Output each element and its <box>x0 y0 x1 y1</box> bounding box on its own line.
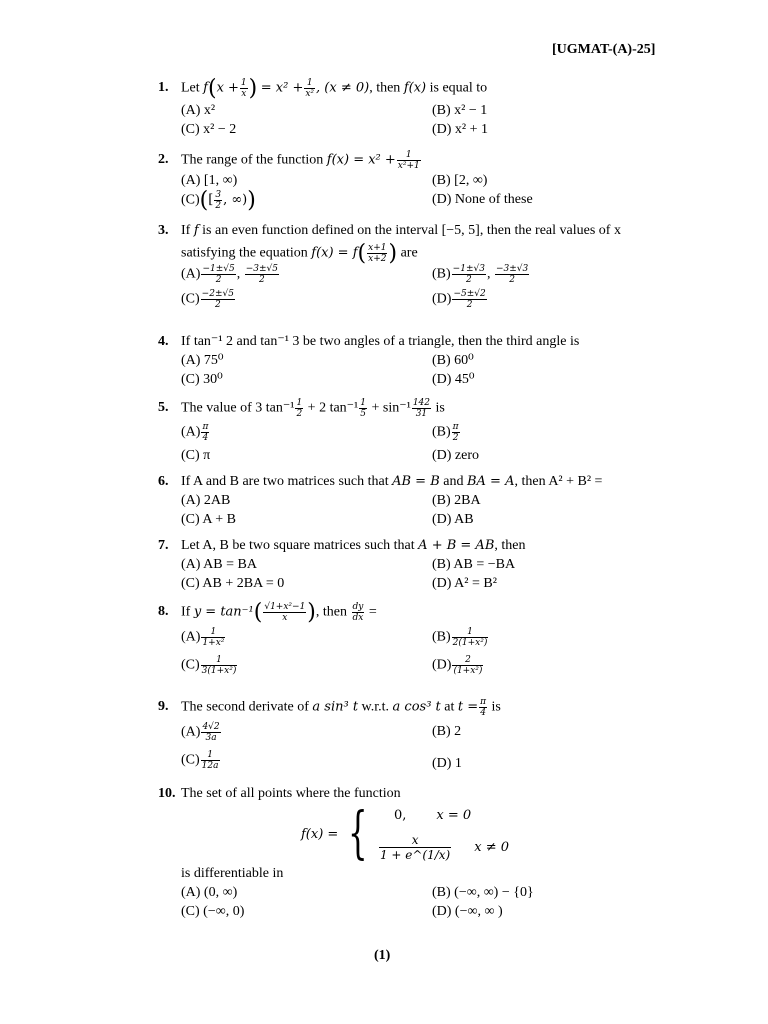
options-row <box>181 422 638 446</box>
option-c: (C) $\frac{1}{12a}$ <box>181 750 219 771</box>
question-4 <box>158 332 638 389</box>
question-stem: If tan⁻¹ 2 and tan⁻¹ 3 be two angles of a triangle, then the third angle is <box>181 334 580 349</box>
option-b: (B) $\frac{1}{\text{2(1+x²)}}$ <box>432 627 488 648</box>
option-d: (D) zero <box>432 448 480 463</box>
question-2 <box>158 150 638 212</box>
question-1 <box>158 78 638 139</box>
question-number: 1. <box>158 80 169 95</box>
option-d: (D) x² + 1 <box>432 122 489 137</box>
question-8 <box>158 602 638 683</box>
option-a: (A) x² <box>181 103 216 118</box>
option-b: (B) 2 <box>432 724 462 739</box>
option-c: (C) x² − 2 <box>181 122 237 137</box>
options-row <box>181 510 638 529</box>
question-10 <box>158 784 638 921</box>
question-stem: If f is an even function defined on the interval [−5, 5], then the real values of x <box>181 223 621 238</box>
option-d: (D) (−∞, ∞ ) <box>432 904 503 919</box>
option-d: (D) $\frac{2}{\text{(1+x²)}}$ <box>432 655 483 676</box>
option-b: (B) 60⁰ <box>432 353 474 368</box>
option-a: (A) 2AB <box>181 493 231 508</box>
option-d: (D) 1 <box>432 756 462 771</box>
question-stem: The value of 3 tan⁻¹ $\frac{1}{2}$ + 2 tan⁻¹ $\frac{1}{5}$ + sin⁻¹ $\frac{142}{31}$ is <box>181 398 445 419</box>
question-number: 7. <box>158 538 169 553</box>
option-a: (A) $\frac{4√2}{3a}$ <box>181 722 220 743</box>
cases: 0, x = 0 $\frac{x}{1 + e\^{}(1/x)}$ x ≠ 0 <box>379 808 510 862</box>
option-c: (C) 30⁰ <box>181 372 223 387</box>
option-c: (C) (−∞, 0) <box>181 904 245 919</box>
options-row <box>181 264 638 289</box>
question-stem: If y = tan⁻¹( $\frac{\text{√1+x²−1}}{x}$ ), then $\frac{dy}{dx}$ = <box>181 600 377 625</box>
question-stem-line-2: satisfying the equation f(x) = f( $\frac{x+1}{x+2}$ ) are <box>181 241 418 266</box>
option-a: (A) [1, ∞) <box>181 173 238 188</box>
option-c: (C)([ $\frac{3}{2}$ , ∞)) <box>181 188 256 213</box>
option-b: (B) 2BA <box>432 493 481 508</box>
question-number: 9. <box>158 699 169 714</box>
question-stem: Let A, B be two square matrices such that A + B = AB, then <box>181 538 526 553</box>
options-row <box>181 190 638 212</box>
options-row <box>181 555 638 574</box>
fraction: $\frac{1}{\text{x²}}$ <box>305 78 315 99</box>
question-number: 3. <box>158 223 169 238</box>
question-stem: The range of the function f(x) = x² + $\frac{1}{\text{x²+1}}$ <box>181 150 420 171</box>
question-stem: Let f(x + $\frac{1}{x}$ ) = x² + $\frac{1}{\text{x²}}$ , (x ≠ 0), then f(x) is equal to <box>181 76 488 101</box>
option-a: (A) $\frac{-1\pm√5}{2}$ , $\frac{-3\pm√5}{2}$ <box>181 264 278 285</box>
options-row <box>181 351 638 370</box>
option-a: (A) $\frac{1}{\text{1+x²}}$ <box>181 627 225 648</box>
option-a: (A) (0, ∞) <box>181 885 238 900</box>
option-a: (A) 75⁰ <box>181 353 224 368</box>
option-c: (C) $\frac{-2\pm√5}{2}$ <box>181 289 234 310</box>
option-d: (D) 45⁰ <box>432 372 475 387</box>
option-b: (B) x² − 1 <box>432 103 488 118</box>
option-b: (B) AB = −BA <box>432 557 516 572</box>
option-b: (B) $\frac{-1\pm√3}{2}$ , $\frac{-3\pm√3}{2}$ <box>432 264 529 285</box>
question-number: 2. <box>158 152 169 167</box>
option-a: (A) $\frac{\pi}{4}$ <box>181 422 209 443</box>
option-d: (D) None of these <box>432 192 533 207</box>
fraction: $\frac{1}{\text{x²+1}}$ <box>397 150 420 171</box>
question-9 <box>158 697 638 778</box>
option-b: (B) (−∞, ∞) − {0} <box>432 885 534 900</box>
options-row <box>181 491 638 510</box>
question-number: 10. <box>158 786 176 801</box>
brace: { <box>348 801 368 866</box>
option-c: (C) π <box>181 448 211 463</box>
option-c: (C) AB + 2BA = 0 <box>181 576 285 591</box>
options-row <box>181 655 638 683</box>
piecewise-function: f(x) = { 0, x = 0 $\frac{x}{1 + e\^{}(1/x)}$ x ≠ 0 <box>301 801 510 866</box>
question-number: 5. <box>158 400 169 415</box>
option-c: (C) A + B <box>181 512 236 527</box>
options-row <box>181 902 638 921</box>
option-d: (D) A² = B² <box>432 576 497 591</box>
option-c: (C) $\frac{1}{\text{3(1+x²)}}$ <box>181 655 237 676</box>
question-number: 6. <box>158 474 169 489</box>
options-row <box>181 750 638 778</box>
options-row <box>181 627 638 655</box>
options-row <box>181 101 638 120</box>
question-7 <box>158 536 638 593</box>
question-stem: If A and B are two matrices such that AB = B and BA = A, then A² + B² = <box>181 474 603 489</box>
paper-code: [UGMAT-(A)-25] <box>552 42 656 57</box>
options-row <box>181 722 638 750</box>
options-row <box>181 120 638 139</box>
options-row <box>181 289 638 314</box>
question-stem: The set of all points where the function <box>181 786 401 801</box>
question-stem-tail: is differentiable in <box>181 866 284 881</box>
question-3 <box>158 221 638 314</box>
fraction: $\frac{x+1}{x+2}$ <box>368 243 387 264</box>
question-number: 4. <box>158 334 169 349</box>
options-row <box>181 370 638 389</box>
fraction: $\frac{1}{x}$ <box>240 78 247 99</box>
question-number: 8. <box>158 604 169 619</box>
option-a: (A) AB = BA <box>181 557 257 572</box>
question-6 <box>158 472 638 529</box>
options-row <box>181 446 638 465</box>
option-d: (D) AB <box>432 512 474 527</box>
options-row <box>181 883 638 902</box>
question-stem: The second derivate of a sin³ t w.r.t. a cos³ t at t = $\frac{\pi}{4}$ is <box>181 697 501 718</box>
question-5 <box>158 398 638 465</box>
option-b: (B) [2, ∞) <box>432 173 488 188</box>
options-row <box>181 574 638 593</box>
page-number: (1) <box>374 948 391 963</box>
option-b: (B) $\frac{\pi}{2}$ <box>432 422 459 443</box>
option-d: (D) $\frac{-5\pm√2}{2}$ <box>432 289 486 310</box>
